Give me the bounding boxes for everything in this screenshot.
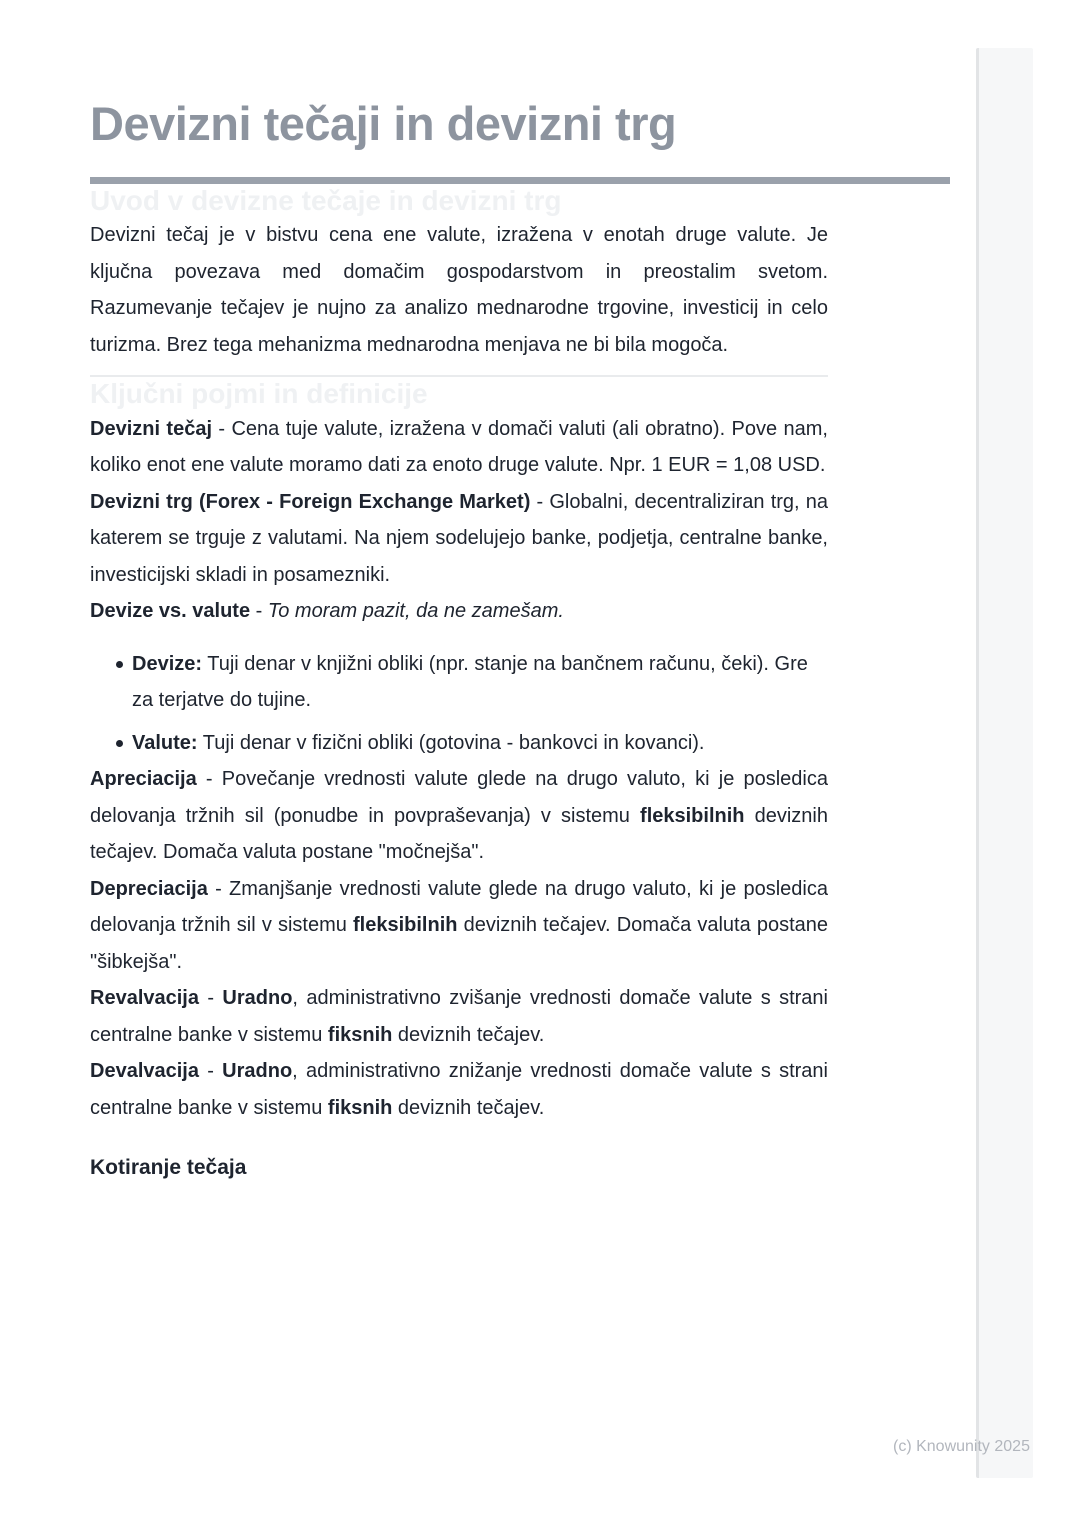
- emphasis-fleksibilnih: fleksibilnih: [640, 804, 745, 827]
- definition-depreciacija: [90, 871, 828, 981]
- term-devize-vs-valute: Devize vs. valute: [90, 600, 251, 623]
- term-valute: Valute:: [132, 731, 198, 754]
- intro-paragraph: Devizni tečaj je v bistvu cena ene valute, izražena v enotah druge valute. Je ključna povezava med domačim gospodarstvom in preostalim svetom. Razumevanje tečajev je nujno za analizo mednarodne trgovine, investicij in celo turizma. Brez tega mehanizma mednarodna menjava ne bi bila mogoča.: [90, 224, 828, 356]
- page-scrollbar-track[interactable]: [976, 48, 1033, 1478]
- term-depreciacija: Depreciacija: [90, 877, 208, 900]
- emphasis-fiksnih: fiksnih: [327, 1096, 393, 1119]
- subheading-kotiranje-tecaja: Kotiranje tečaja: [90, 1156, 247, 1180]
- document-content: [90, 0, 950, 1186]
- term-devize: Devize:: [132, 652, 203, 675]
- definition-apreciacija: [90, 761, 828, 871]
- emphasis-uradno: Uradno: [222, 987, 293, 1010]
- separator-text: -: [250, 600, 268, 623]
- definition-devalvacija: [90, 1053, 828, 1126]
- definition-text: deviznih tečajev.: [392, 1023, 545, 1046]
- definition-devizni-tecaj: [90, 411, 828, 484]
- knowunity-watermark: (c) Knowunity 2025: [893, 1438, 1030, 1455]
- devize-valute-list: [90, 646, 828, 762]
- term-devizni-trg: Devizni trg (Forex - Foreign Exchange Market): [90, 490, 531, 513]
- emphasis-uradno: Uradno: [222, 1060, 293, 1083]
- term-devalvacija: Devalvacija: [90, 1060, 199, 1083]
- emphasis-fiksnih: fiksnih: [327, 1023, 393, 1046]
- definition-revalvacija: [90, 980, 828, 1053]
- definition-text: - Zmanjšanje vrednosti valute glede na drugo valuto, ki je posledica delovanja tržnih sil v sistemu: [90, 877, 828, 937]
- section-heading-intro: Uvod v devizne tečaje in devizni trg: [90, 184, 562, 216]
- emphasis-fleksibilnih: fleksibilnih: [353, 914, 458, 937]
- definition-text: deviznih tečajev.: [392, 1096, 545, 1119]
- definition-devizni-trg: [90, 484, 828, 594]
- separator-text: -: [198, 987, 223, 1010]
- term-revalvacija: Revalvacija: [90, 987, 199, 1010]
- definition-text: deviznih tečajev. Domača valuta postane "močnejša".: [90, 804, 828, 864]
- definition-text: deviznih tečajev. Domača valuta postane "šibkejša".: [90, 914, 829, 973]
- list-item-text: Tuji denar v fizični obliki (gotovina - bankovci in kovanci).: [197, 731, 705, 754]
- list-item-valute: [90, 725, 828, 762]
- list-item-devize: [90, 646, 828, 719]
- title-underline-rule: [90, 177, 950, 184]
- list-item-text: Tuji denar v knjižni obliki (npr. stanje na bančnem računu, čeki). Gre za terjatve do tujine.: [132, 652, 808, 712]
- definition-text: , administrativno zvišanje vrednosti domače valute s strani centralne banke v sistemu: [90, 987, 828, 1046]
- section-heading-key-terms: Ključni pojmi in definicije: [90, 378, 428, 410]
- definition-devize-vs-valute: [90, 593, 828, 630]
- definition-text: - Cena tuje valute, izražena v domači valuti (ali obratno). Pove nam, koliko enot ene valute moramo dati za enoto druge valute. Npr. 1 EUR = 1,08 USD.: [90, 417, 828, 477]
- term-devizni-tecaj: Devizni tečaj: [90, 417, 213, 440]
- definition-text: , administrativno znižanje vrednosti domače valute s strani centralne banke v sistemu: [90, 1060, 828, 1119]
- definition-text: - Globalni, decentraliziran trg, na katerem se trguje z valutami. Na njem sodelujejo banke, podjetja, centralne banke, investicijski skladi in posamezniki.: [90, 490, 829, 586]
- definition-text: - Povečanje vrednosti valute glede na drugo valuto, ki je posledica delovanja tržnih sil (ponudbe in povpraševanja) v sistemu: [90, 768, 828, 827]
- note-italic-text: To moram pazit, da ne zamešam.: [267, 600, 564, 623]
- term-apreciacija: Apreciacija: [90, 768, 197, 791]
- separator-text: -: [198, 1060, 223, 1083]
- page-title: Devizni tečaji in devizni trg: [90, 97, 677, 150]
